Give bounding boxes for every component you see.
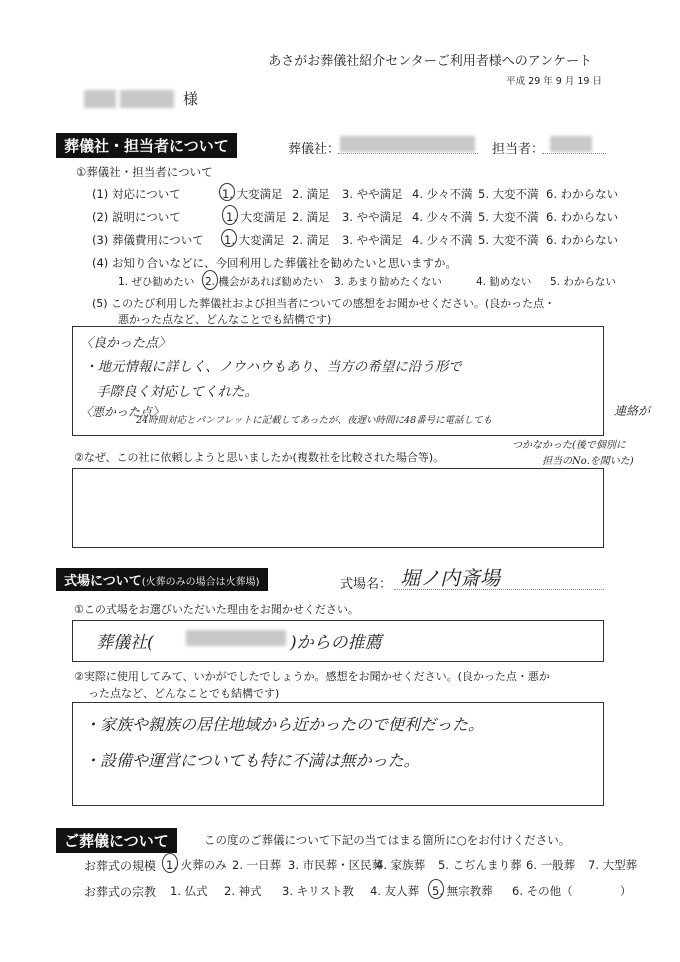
selection-circle bbox=[222, 205, 238, 225]
option: 6. わからない bbox=[546, 210, 619, 224]
option: 5. 無宗教葬 bbox=[432, 884, 493, 898]
survey-date: 平成 29 年 9 月 19 日 bbox=[506, 76, 602, 87]
handwritten-venue-name: 堀ノ内斎場 bbox=[400, 566, 500, 590]
option: 3. やや満足 bbox=[342, 187, 403, 201]
option: 2. 満足 bbox=[292, 210, 330, 224]
handwritten-venue-impression: ・家族や親族の居住地域から近かったので便利だった。 bbox=[84, 715, 485, 734]
redacted-staff-name bbox=[550, 136, 592, 152]
section-heading-venue-title: 式場について bbox=[64, 574, 142, 589]
selection-circle bbox=[202, 270, 218, 290]
option: 2. 神式 bbox=[224, 884, 262, 898]
religion-label: お葬式の宗教 bbox=[84, 885, 157, 899]
option: 3. 市民葬・区民葬 bbox=[288, 858, 384, 872]
redacted-company-name bbox=[186, 630, 286, 646]
redacted-company-name bbox=[340, 136, 475, 152]
option: 7. 大型葬 bbox=[588, 858, 638, 872]
question-5-text: (5) このたび利用した葬儀社および担当者についての感想をお聞かせください。(良かった点・ bbox=[92, 297, 556, 310]
option: 4. 家族葬 bbox=[376, 858, 426, 872]
option: 6. その他（ bbox=[512, 884, 573, 898]
option: 3. やや満足 bbox=[342, 210, 403, 224]
row-label: (3) 葬儀費用について bbox=[92, 233, 204, 247]
question-4-text: (4) お知り合いなどに、今回利用した葬儀社を勧めたいと思いますか。 bbox=[92, 256, 457, 270]
handwritten-good-points-heading: 〈良かった点〉 bbox=[80, 336, 172, 351]
option: 4. 友人葬 bbox=[370, 884, 420, 898]
row-label: (2) 説明について bbox=[92, 210, 181, 224]
option: 6. 一般葬 bbox=[526, 858, 576, 872]
survey-title: あさがお葬儀社紹介センターご利用者様へのアンケート bbox=[268, 54, 592, 69]
option: 2. 満足 bbox=[292, 233, 330, 247]
honorific: 様 bbox=[183, 90, 199, 108]
scale-label: お葬式の規模 bbox=[84, 859, 157, 873]
staff-label: 担当者： bbox=[492, 142, 545, 157]
question-2-text: ②なぜ、この社に依頼しようと思いましたか(複数社を比較された場合等)。 bbox=[74, 451, 445, 464]
option: 5. 大変不満 bbox=[478, 210, 539, 224]
funeral-company-field bbox=[338, 152, 478, 154]
handwritten-answer: 24時間対応とパンフレットに記載してあったが、夜遅い時間に48番号に電話しても bbox=[136, 415, 493, 426]
option: 1. 大変満足 bbox=[222, 187, 283, 201]
option: ） bbox=[620, 884, 632, 898]
question-1-title: ①葬儀社・担当者について bbox=[76, 165, 213, 179]
selection-circle bbox=[221, 229, 237, 247]
handwritten-venue-reason: 葬儀社( bbox=[96, 633, 154, 653]
q2-answer-box bbox=[72, 468, 604, 548]
option: 1. 火葬のみ bbox=[166, 858, 227, 872]
section-heading-funeral-company: 葬儀社・担当者について bbox=[56, 133, 237, 158]
section-heading-funeral: ご葬儀について bbox=[56, 828, 177, 853]
option: 2. 一日葬 bbox=[232, 858, 282, 872]
option: 3. あまり勧めたくない bbox=[334, 276, 442, 288]
handwritten-answer-overflow: 担当のNo.を聞いた) bbox=[542, 456, 634, 467]
selection-circle bbox=[428, 879, 444, 899]
venue-question-1-text: ①この式場をお選びいただいた理由をお聞かせください。 bbox=[74, 603, 359, 616]
option: 1. 大変満足 bbox=[226, 210, 287, 224]
option: 3. キリスト教 bbox=[282, 884, 354, 898]
handwritten-answer-overflow: つかなかった(後で個別に bbox=[512, 440, 626, 451]
selection-circle bbox=[219, 183, 235, 201]
option: 5. 大変不満 bbox=[478, 233, 539, 247]
option: 1. ぜひ勧めたい bbox=[118, 276, 195, 288]
venue-label: 式場名： bbox=[340, 577, 393, 592]
option: 1. 仏式 bbox=[170, 884, 208, 898]
venue-question-2-text: ②実際に使用してみて、いかがでしたでしょうか。感想をお聞かせください。(良かった点・悪か bbox=[74, 670, 550, 683]
staff-field bbox=[542, 152, 606, 154]
section-heading-venue bbox=[56, 568, 268, 591]
row-label: (1) 対応について bbox=[92, 187, 181, 201]
option: 4. 勧めない bbox=[476, 276, 532, 288]
option: 6. わからない bbox=[546, 187, 619, 201]
option: 4. 少々不満 bbox=[412, 187, 473, 201]
question-5-text-continued: 悪かった点など、どんなことでも結構です) bbox=[118, 313, 332, 326]
option: 5. 大変不満 bbox=[478, 187, 539, 201]
funeral-instruction: この度のご葬儀について下記の当てはまる箇所に○をお付けください。 bbox=[204, 833, 571, 847]
redacted-customer-name bbox=[120, 90, 174, 108]
handwritten-answer: ・地元情報に詳しく、ノウハウもあり、当方の希望に沿う形で bbox=[84, 359, 462, 375]
option: 3. やや満足 bbox=[342, 233, 403, 247]
handwritten-bad-points-heading: 〈悪かった点〉 bbox=[80, 405, 165, 419]
section-heading-venue-note: (火葬のみの場合は火葬場) bbox=[141, 577, 260, 588]
venue-question-2-text-continued: った点など、どんなことでも結構です) bbox=[88, 687, 280, 700]
option: 4. 少々不満 bbox=[412, 210, 473, 224]
handwritten-answer-overflow: 連絡が bbox=[614, 404, 651, 418]
option: 4. 少々不満 bbox=[412, 233, 473, 247]
selection-circle bbox=[162, 853, 178, 873]
option: 2. 満足 bbox=[292, 187, 330, 201]
handwritten-venue-impression: ・設備や運営についても特に不満は無かった。 bbox=[84, 751, 420, 770]
handwritten-answer: 手際良く対応してくれた。 bbox=[96, 384, 258, 400]
funeral-company-label: 葬儀社： bbox=[288, 142, 341, 157]
option: 2. 機会があれば勧めたい bbox=[205, 276, 324, 288]
option: 5. こぢんまり葬 bbox=[438, 858, 522, 872]
option: 6. わからない bbox=[546, 233, 619, 247]
option: 5. わからない bbox=[550, 276, 616, 288]
handwritten-venue-reason: )からの推薦 bbox=[290, 633, 382, 653]
option: 1. 大変満足 bbox=[224, 233, 285, 247]
redacted-customer-name bbox=[84, 90, 116, 108]
